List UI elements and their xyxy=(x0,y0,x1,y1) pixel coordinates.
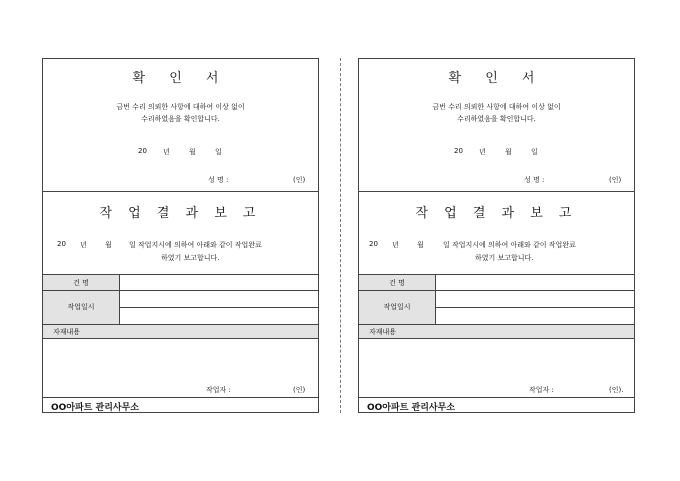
date-day-unit: 일 xyxy=(531,148,538,156)
confirm-line-2: 수리하였음을 확인합니다. xyxy=(457,115,536,123)
materials-label: 자재내용 xyxy=(53,328,81,336)
item-name-label: 건 명 xyxy=(389,279,405,287)
item-name-cell[interactable] xyxy=(436,275,634,290)
worker-seal: (인). xyxy=(609,386,624,394)
report-line-1: 일 작업지시에 의하여 아래와 같이 작업완료 xyxy=(129,241,262,249)
name-label: 성 명 : xyxy=(208,176,229,184)
footer-line xyxy=(43,397,318,398)
report-month-unit: 월 xyxy=(105,241,112,249)
materials-area[interactable] xyxy=(43,339,318,384)
materials-top-line xyxy=(43,324,318,325)
confirm-title: 확 인 서 xyxy=(132,71,229,86)
date-year-unit: 년 xyxy=(163,148,170,156)
materials-area[interactable] xyxy=(359,339,634,384)
report-line-1: 일 작업지시에 의하여 아래와 같이 작업완료 xyxy=(443,241,576,249)
item-name-label: 건 명 xyxy=(73,279,89,287)
org-name: OO아파트 관리사무소 xyxy=(367,403,455,413)
worker-label: 작업자 : xyxy=(206,386,231,394)
seal-mark: (인) xyxy=(293,176,306,184)
date-year: 20 xyxy=(138,147,147,155)
work-date-label: 작업일시 xyxy=(383,303,411,311)
report-line-2: 하였기 보고합니다. xyxy=(161,254,220,262)
worker-label: 작업자 : xyxy=(529,386,554,394)
name-label: 성 명 : xyxy=(524,176,545,184)
seal-mark: (인) xyxy=(609,176,622,184)
date-month-unit: 월 xyxy=(189,148,196,156)
report-year-unit: 년 xyxy=(392,241,399,249)
repair-form-right xyxy=(358,58,635,413)
date-day-unit: 일 xyxy=(215,148,222,156)
table-inner-line xyxy=(435,307,634,308)
work-date-cell[interactable] xyxy=(436,291,634,307)
work-date-cell[interactable] xyxy=(120,291,318,307)
confirm-line-1: 금번 수리 의뢰한 사항에 대하여 이상 없이 xyxy=(432,103,561,111)
section-divider xyxy=(43,191,318,192)
report-year: 20 xyxy=(369,240,378,248)
item-name-cell[interactable] xyxy=(120,275,318,290)
repair-form-left xyxy=(42,58,319,413)
report-month-unit: 월 xyxy=(417,241,424,249)
materials-label: 자재내용 xyxy=(369,328,397,336)
confirm-line-1: 금번 수리 의뢰한 사항에 대하여 이상 없이 xyxy=(116,103,245,111)
section-divider xyxy=(359,191,634,192)
footer-line xyxy=(359,397,634,398)
report-title: 작 업 결 과 보 고 xyxy=(99,206,262,221)
confirm-title: 확 인 서 xyxy=(448,71,545,86)
worker-seal: (인) xyxy=(293,386,306,394)
report-title: 작 업 결 과 보 고 xyxy=(415,206,578,221)
materials-header-bg xyxy=(43,324,318,338)
date-year-unit: 년 xyxy=(479,148,486,156)
report-year-unit: 년 xyxy=(80,241,87,249)
report-line-2: 하였기 보고합니다. xyxy=(475,254,534,262)
materials-header-bg xyxy=(359,324,634,338)
org-name: OO아파트 관리사무소 xyxy=(51,403,139,413)
cut-line xyxy=(340,58,341,413)
date-year: 20 xyxy=(454,147,463,155)
table-inner-line xyxy=(119,307,318,308)
report-year: 20 xyxy=(57,240,66,248)
materials-top-line xyxy=(359,324,634,325)
confirm-line-2: 수리하였음을 확인합니다. xyxy=(141,115,220,123)
work-date-label: 작업일시 xyxy=(67,303,95,311)
date-month-unit: 월 xyxy=(505,148,512,156)
